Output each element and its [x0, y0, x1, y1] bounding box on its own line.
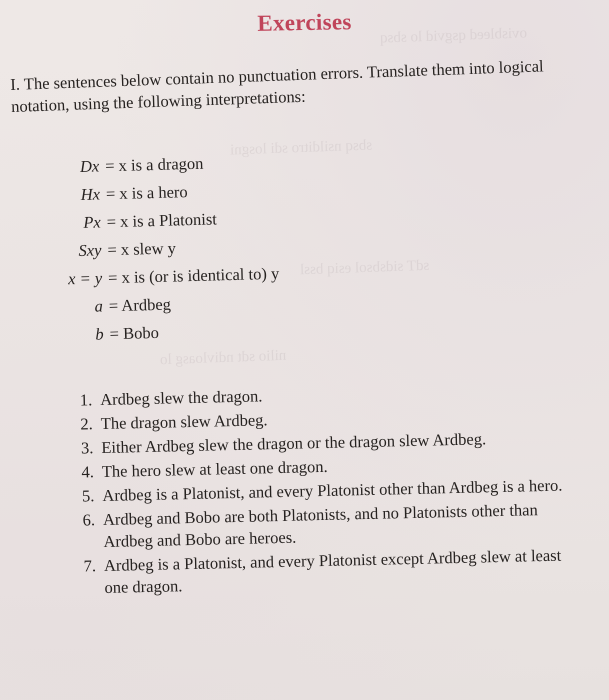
- exercise-text: Either Ardbeg slew the dragon or the dragon slew Ardbeg.: [101, 429, 487, 458]
- bleed-through-text: sdT sidsbsol esiq bssl: [299, 257, 430, 279]
- constant-meaning: = Ardbeg: [108, 294, 172, 316]
- predicate-symbol: x = y: [67, 268, 103, 289]
- constant-meaning: = Bobo: [109, 322, 160, 344]
- predicate-meaning: = x is a Platonist: [106, 209, 218, 232]
- exercise-text: Ardbeg and Bobo are both Platonists, and no Platonists other than Ardbeg and Bobo are heroes.: [102, 500, 538, 552]
- interpretations-list: [40, 144, 585, 354]
- page-title: Exercises: [257, 9, 352, 36]
- bleed-through-text: ovisbleed qsgvid lo sbsq: [379, 25, 528, 47]
- exercise-item: [62, 544, 583, 600]
- predicate-symbol: Sxy: [78, 240, 102, 261]
- exercise-text: The hero slew at least one dragon.: [101, 456, 328, 482]
- exercise-number: 1.: [79, 390, 93, 410]
- exercise-list: [58, 378, 583, 602]
- exercise-text: Ardbeg is a Platonist, and every Platonist except Ardbeg slew at least one dragon.: [103, 545, 562, 597]
- exercise-number: 3.: [80, 438, 94, 458]
- instructions-paragraph: I. The sentences below contain no punctuation errors. Translate them into logical notation, using the following interpretations:: [10, 56, 544, 116]
- predicate-symbol: Dx: [79, 156, 100, 176]
- exercise-text: Ardbeg is a Platonist, and every Platonist other than Ardbeg is a hero.: [102, 475, 563, 506]
- exercise-text: The dragon slew Ardbeg.: [100, 410, 268, 434]
- predicate-meaning: = x slew y: [107, 238, 177, 260]
- constant-symbol: a: [94, 296, 104, 316]
- constant-symbol: b: [95, 324, 104, 344]
- predicate-symbol: Hx: [80, 184, 101, 204]
- predicate-symbol: Px: [83, 212, 101, 232]
- bleed-through-text: sbsq nsilditro sdi losgni: [229, 137, 373, 159]
- exercise-number: 6.: [82, 510, 96, 530]
- predicate-meaning: = x is a dragon: [104, 153, 204, 176]
- exercise-number: 4.: [81, 462, 95, 482]
- predicate-meaning: = x is (or is identical to) y: [107, 263, 280, 288]
- exercise-text: Ardbeg slew the dragon.: [100, 386, 263, 410]
- exercise-number: 2.: [80, 414, 93, 434]
- bleed-through-text: nilio sdt ndivloasg lo: [159, 347, 287, 369]
- exercise-number: 7.: [83, 556, 97, 576]
- predicate-meaning: = x is a hero: [105, 182, 188, 204]
- exercise-number: 5.: [81, 486, 95, 506]
